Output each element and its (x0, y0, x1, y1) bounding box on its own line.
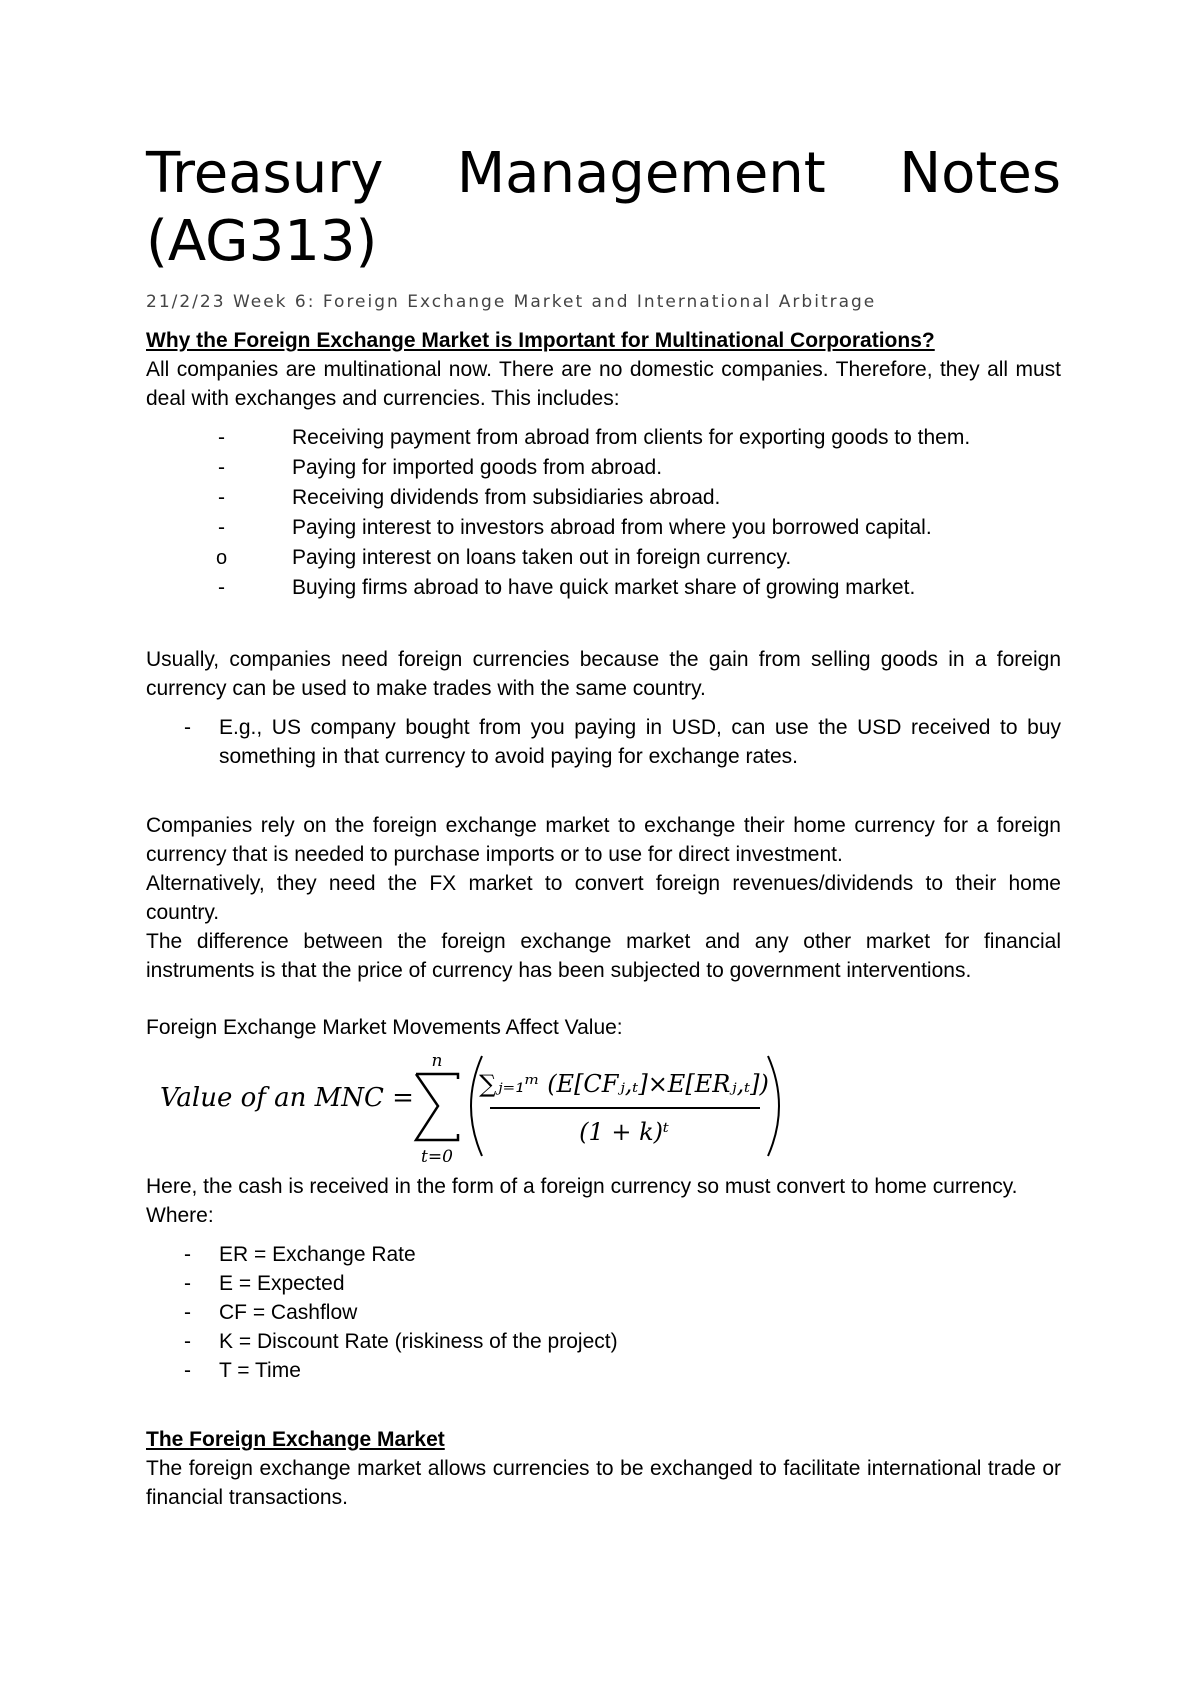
list-item: - E = Expected (184, 1272, 345, 1295)
definitions-list (146, 1240, 1061, 1385)
list-item: - E.g., US company bought from you paying in USD, can use the USD received to buy something in that currency to avoid paying for exchange rates. (184, 716, 1061, 768)
section-heading-fx-market: The Foreign Exchange Market (146, 1428, 445, 1451)
paragraph-alternatively: Alternatively, they need the FX market to convert foreign revenues/dividends to their home country. (146, 872, 1061, 924)
right-paren-icon (768, 1056, 779, 1156)
page-subtitle: 21/2/23 Week 6: Foreign Exchange Market and International Arbitrage (146, 292, 877, 312)
paragraph-here: Here, the cash is received in the form of a foreign currency so must convert to home currency. (146, 1175, 1018, 1198)
document-content (146, 140, 1061, 1512)
formula-sum-upper: n (431, 1051, 443, 1071)
paragraph-fx-market: The foreign exchange market allows currencies to be exchanged to facilitate international trade or financial transactions. (146, 1457, 1061, 1509)
list-item: - Receiving payment from abroad from clients for exporting goods to them. (218, 426, 971, 449)
formula-denominator: (1 + k)ᵗ (579, 1118, 669, 1146)
list-item: - K = Discount Rate (riskiness of the project) (184, 1330, 618, 1353)
page-title (146, 140, 1061, 208)
title-word-3: Notes (899, 141, 1061, 206)
paragraph-usually: Usually, companies need foreign currencies because the gain from selling goods in a foreign currency can be used to make trades with the same country. (146, 648, 1061, 700)
intro-paragraph: All companies are multinational now. There are no domestic companies. Therefore, they all must deal with exchanges and currencies. This includes: (146, 358, 1061, 410)
paragraph-difference: The difference between the foreign exchange market and any other market for financial instruments is that the price of currency has been subjected to government interventions. (146, 930, 1061, 982)
list-item: - CF = Cashflow (184, 1301, 358, 1324)
section-heading-why-fx: Why the Foreign Exchange Market is Important for Multinational Corporations? (146, 329, 935, 352)
list-item: - T = Time (184, 1359, 301, 1382)
list-item: - Paying for imported goods from abroad. (218, 456, 663, 479)
includes-list (146, 423, 1061, 603)
formula-lhs: Value of an MNC = (160, 1083, 414, 1113)
list-item: - Paying interest to investors abroad from where you borrowed capital. (218, 516, 932, 539)
formula-graphic (154, 1048, 854, 1168)
list-item: - Buying firms abroad to have quick market share of growing market. (218, 576, 916, 599)
where-label: Where: (146, 1204, 214, 1227)
title-course-code: (AG313) (146, 209, 378, 274)
mnc-value-formula (154, 1048, 1061, 1168)
title-word-2: Management (456, 141, 826, 206)
circle-bullet-icon: o (216, 547, 228, 569)
summation-icon (416, 1074, 458, 1140)
formula-intro: Foreign Exchange Market Movements Affect Value: (146, 1016, 623, 1039)
example-list (146, 713, 1061, 771)
list-item: - Receiving dividends from subsidiaries abroad. (218, 486, 721, 509)
paragraph-rely: Companies rely on the foreign exchange market to exchange their home currency for a foreign currency that is needed to purchase imports or to use for direct investment. (146, 814, 1061, 866)
list-item: - ER = Exchange Rate (184, 1243, 416, 1266)
title-word-1: Treasury (146, 141, 384, 206)
formula-numerator: ∑ⱼ₌₁ᵐ (E[CFⱼ,ₜ]×E[ERⱼ,ₜ]) (479, 1070, 769, 1098)
list-item: o Paying interest on loans taken out in foreign currency. (146, 543, 1061, 573)
formula-sum-lower: t=0 (421, 1147, 453, 1167)
